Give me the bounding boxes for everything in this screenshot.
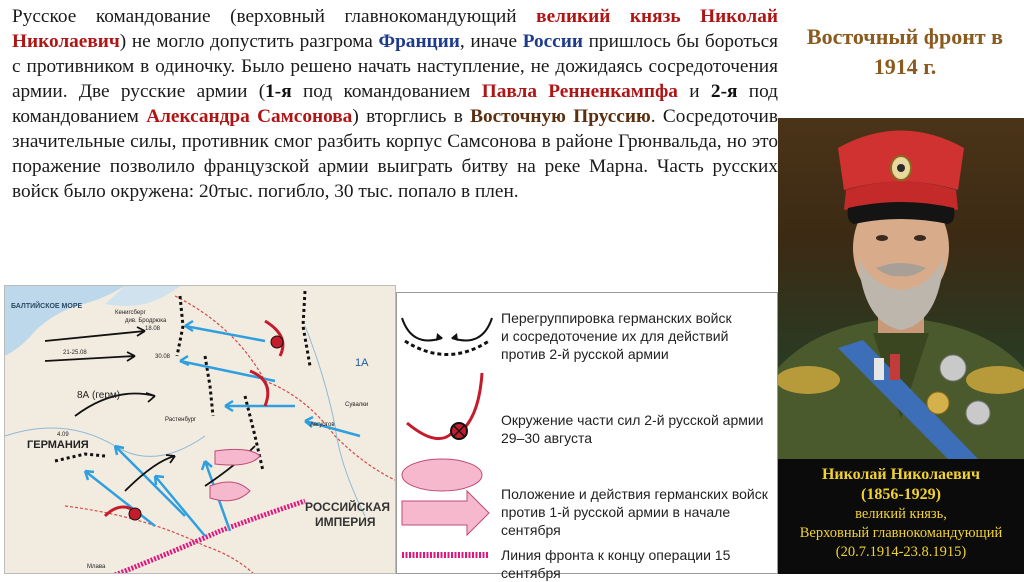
text-run: под командованием	[291, 81, 482, 102]
caption-title: великий князь,	[855, 506, 947, 522]
portrait-image	[778, 118, 1024, 459]
caption-years: (1856-1929)	[861, 486, 941, 503]
legend-item-german-positions	[501, 485, 777, 539]
legend-text: Положение и действия германских войск	[501, 486, 768, 502]
legend-text: 29–30 августа	[501, 430, 593, 446]
portrait-illustration	[778, 118, 1024, 459]
map-label: Растенбург	[165, 417, 197, 423]
text-highlight-rennenkampf: Павла Ренненкампфа	[481, 81, 678, 102]
main-paragraph	[12, 4, 778, 204]
legend-item-front-line	[501, 546, 777, 582]
legend-text: Линия фронта к концу операции 15 сентября	[501, 547, 731, 581]
text-run: ) не могло допустить разгрома	[119, 31, 379, 52]
text-highlight-prussia: Восточную Пруссию	[470, 106, 651, 127]
map-label: 18.08	[145, 326, 161, 332]
slide-title-line: Восточный фронт в	[806, 24, 1004, 49]
border-line	[175, 296, 396, 481]
army-8-label: 8А (герм)	[77, 390, 121, 401]
sea-area	[5, 286, 125, 356]
map-label: Млава	[87, 564, 106, 570]
text-highlight-france: Франции	[378, 31, 460, 52]
slide-title-line: 1914 г.	[873, 54, 937, 79]
caption-role: Верховный главнокомандующий	[799, 525, 1003, 541]
map-label: 4.09	[57, 432, 69, 438]
text-highlight-samsonov: Александра Самсонова	[146, 106, 353, 127]
map-label: 21-25.08	[63, 350, 87, 356]
legend-item-encirclement	[501, 411, 764, 447]
map-label: 30.08	[155, 354, 171, 360]
sea-label: БАЛТИЙСКОЕ МОРЕ	[11, 303, 83, 310]
legend-text: Окружение части сил 2-й русской армии	[501, 412, 764, 428]
map-label: Августов	[310, 422, 335, 428]
text-run: ) вторглись в	[352, 106, 471, 127]
text-highlight-commander: великий князь Николай Николаевич	[12, 6, 778, 52]
map-svg	[5, 286, 396, 574]
text-highlight-army2: 2-я	[710, 81, 738, 102]
legend-symbols	[397, 293, 497, 575]
text-highlight-russia: России	[522, 31, 583, 52]
legend-item-regroup	[501, 309, 732, 363]
text-run: и	[677, 81, 711, 102]
text-run: пришлось бы бороться с противником в одиночку. Было решено начать наступление, не дожидаясь сосредоточения армии. Две русские армии (	[12, 31, 779, 102]
army-1-label: 1А	[355, 357, 369, 369]
legend-text: против 1-й русской армии в начале сентября	[501, 504, 731, 538]
text-run: Русское командование (верховный главнокомандующий	[12, 6, 537, 27]
encirclement-marker	[129, 508, 141, 520]
portrait-caption	[778, 459, 1024, 574]
text-run: . Сосредоточив значительные силы, противник смог разбить корпус Самсонова в районе Грюнвальда, но это поражение позволило французской армии выиграть битву на реке Марна. Часть русских войск было окружена: 20тыс. погибло, 30 тыс. попало в плен.	[12, 106, 778, 202]
text-highlight-army1: 1-я	[265, 81, 292, 102]
caption-name: Николай Николаевич	[821, 466, 981, 483]
germany-label: ГЕРМАНИЯ	[27, 439, 89, 451]
front-line	[115, 501, 305, 574]
map-label: Сувалки	[345, 402, 369, 408]
text-run: под командованием	[12, 81, 778, 127]
empire-label-2: ИМПЕРИЯ	[315, 515, 376, 529]
slide-title	[790, 22, 1020, 82]
map-label: Кенигсберг	[115, 310, 146, 316]
legend-text: Перегруппировка германских войск	[501, 310, 732, 326]
map-legend	[396, 292, 778, 581]
caption-dates: (20.7.1914-23.8.1915)	[835, 544, 967, 560]
legend-text: против 2-й русской армии	[501, 346, 669, 362]
map-label: див. Бродрюка	[125, 318, 167, 324]
empire-label-1: РОССИЙСКАЯ	[305, 500, 391, 514]
legend-text: и сосредоточение их для действий	[501, 328, 729, 344]
campaign-map	[4, 285, 396, 574]
text-run: , иначе	[459, 31, 523, 52]
